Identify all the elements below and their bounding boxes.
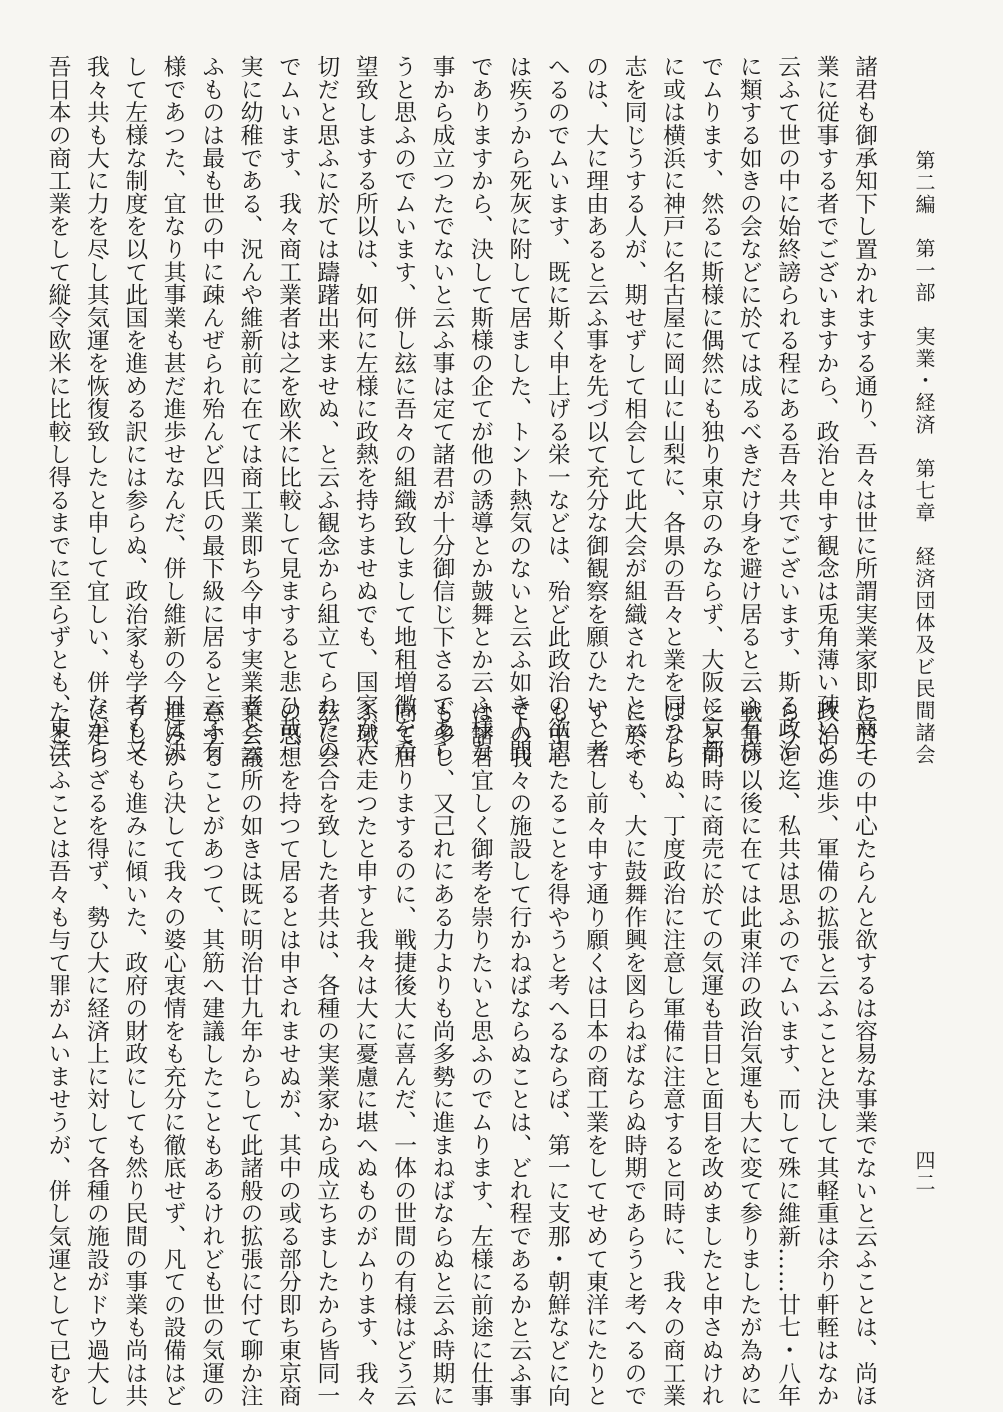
- text-column: へるのでムいます、既に斯く申上げる栄一などは、殆ど此政治の欲望: [543, 55, 570, 762]
- text-column: ばならぬ、丁度政治に注意し軍備に注意すると同時に、我々の商工業: [658, 700, 685, 1407]
- text-column: して左様な制度を以て此国を進める訳には参らぬ、政治家も学者も又: [121, 55, 148, 762]
- text-column: 諸君も御承知下し置かれまする通り、吾々は世に所謂実業家即ち商工: [851, 55, 877, 762]
- text-column: に類する如きの会などに於ては成るべきだけ身を避け居ると云ふ有様: [735, 55, 762, 762]
- text-column: うと思ふのでムいます、併し玆に吾々の組織致しまして地租増徴を希: [390, 55, 417, 762]
- text-column: は疾うから死灰に附して居ました、トント熱気のないと云ふ如き人間: [505, 55, 532, 762]
- text-column: 意することがあつて、其筋へ建議したこともあるけれども世の気運の: [198, 700, 225, 1407]
- text-column: ての我々の施設して行かねばならぬことは、どれ程であるかと云ふ事: [505, 700, 532, 1407]
- text-column: ふ域に走つたと申すと我々は大に憂慮に堪へぬものがムります、我々: [351, 700, 378, 1407]
- text-column: 望致しまする所以は、如何に左様に政熱を持ちませぬでも、国家が大: [351, 55, 378, 762]
- text-column: 向て居りまするのに、戦捷後大に喜んだ、一体の世間の有様はどう云: [390, 700, 417, 1407]
- text-column: 事から成立つたでないと云ふ事は定て諸君が十分御信じ下さるであら: [428, 55, 455, 762]
- text-column: らうと迄、私共は思ふのでムいます、而して殊に維新……廿七・八年: [774, 700, 801, 1407]
- text-column: 之と同時に商売に於ての気運も昔日と面目を改めましたと申さぬけれ: [697, 700, 724, 1407]
- text-column: 玆に会合を致した者共は、各種の実業家から成立ちましたから皆同一: [313, 700, 340, 1407]
- header-chapter: 第七章: [912, 458, 936, 524]
- upper-text-block: [44, 55, 883, 762]
- running-header: [912, 150, 936, 766]
- text-column: す、若し前々申す通り願くは日本の商工業をしてせめて東洋にたりと: [582, 700, 609, 1407]
- text-column: 進みから決して我々の婆心衷情をも充分に徹底せず、凡ての設備はど: [159, 700, 186, 1407]
- page-number: 四二: [912, 1150, 936, 1194]
- text-column: も中心たることを得やうと考へるならば、第一に支那・朝鮮などに向: [543, 700, 570, 1407]
- header-section: 第一部: [912, 238, 936, 304]
- text-column: に於ての中心たらんと欲するは容易な事業でないと云ふことは、尚ほ: [851, 700, 877, 1407]
- text-column: も多し、又己れにある力よりも尚多勢に進まねばならぬと云ふ時期に: [428, 700, 455, 1407]
- text-column: 戦争の以後に在ては此東洋の政治気運も大に変て参りましたが為めに: [735, 700, 762, 1407]
- text-column: でムいます、我々商工業者は之を欧米に比較して見ますると悲ひ哉、: [274, 55, 301, 762]
- text-column: 実に幼稚である、況んや維新前に在ては商工業即ち今申す実業者と云: [236, 55, 263, 762]
- text-column: 志を同じうする人が、期せずして相会して此大会が組織されたと云ふ: [620, 55, 647, 762]
- text-column: 我々共も大に力を尽し其気運を恢復致したと申して宜しい、併ながら: [82, 55, 109, 762]
- text-column: の思想を持つて居るとは申されませぬが、其中の或る部分即ち東京商: [274, 700, 301, 1407]
- text-column: でありますから、決して斯様の企てが他の誘導とか皷舞とか云ふ様な: [466, 55, 493, 762]
- text-column: に走らざるを得ず、勢ひ大に経済上に対して各種の施設がドウ過大し: [82, 700, 109, 1407]
- text-column: うしても進みに傾いた、政府の財政にしても然り民間の事業も尚は共: [121, 700, 148, 1407]
- header-chapter-title: 経済団体及ビ民間諸会: [912, 546, 936, 766]
- text-column: 様であつた、宜なり其事業も甚だ進歩せなんだ、併し維新の今日は決: [159, 55, 186, 762]
- header-part: 第二編: [912, 150, 936, 216]
- text-column: のは、大に理由あると云ふ事を先づ以て充分な御観察を願ひたいと考: [582, 55, 609, 762]
- text-column: 切だと思ふに於ては躊躇出来ませぬ、と云ふ観念から組立てられたの: [313, 55, 340, 762]
- lower-text-block: [44, 700, 883, 1407]
- text-column: でムります、然るに斯様に偶然にも独り東京のみならず、大阪に京都: [697, 55, 724, 762]
- text-column: 業会議所の如きは既に明治廿九年からして此諸般の拡張に付て聊か注: [236, 700, 263, 1407]
- text-column: 云ふて世の中に始終謗られる程にある吾々共でございます、斯る政治: [774, 55, 801, 762]
- text-column: 吾日本の商工業をして縦令欧米に比較し得るまでに至らずとも、東洋: [44, 55, 71, 762]
- text-column: ふものは最も世の中に疎んぜられ殆んど四氏の最下級に居ると云ふ有: [198, 55, 225, 762]
- text-column: 政治の進歩、軍備の拡張と云ふことと決して其軽重は余り軒輊はなか: [812, 700, 839, 1407]
- text-column: に或は横浜に神戸に名古屋に岡山に山梨に、各県の吾々と業を同うし: [658, 55, 685, 762]
- text-column: は諸君宜しく御考を崇りたいと思ふのでムります、左様に前途に仕事: [466, 700, 493, 1407]
- text-column: に於ても、大に鼓舞作興を図らねばならぬ時期であらうと考へるので: [620, 700, 647, 1407]
- header-topic: 実業・経済: [912, 326, 936, 436]
- text-column: たと云ふことは吾々も与て罪がムいませうが、併し気運として已むを: [44, 700, 71, 1407]
- text-column: 業に従事する者でございますから、政治と申す観念は兎角薄い疎いと: [812, 55, 839, 762]
